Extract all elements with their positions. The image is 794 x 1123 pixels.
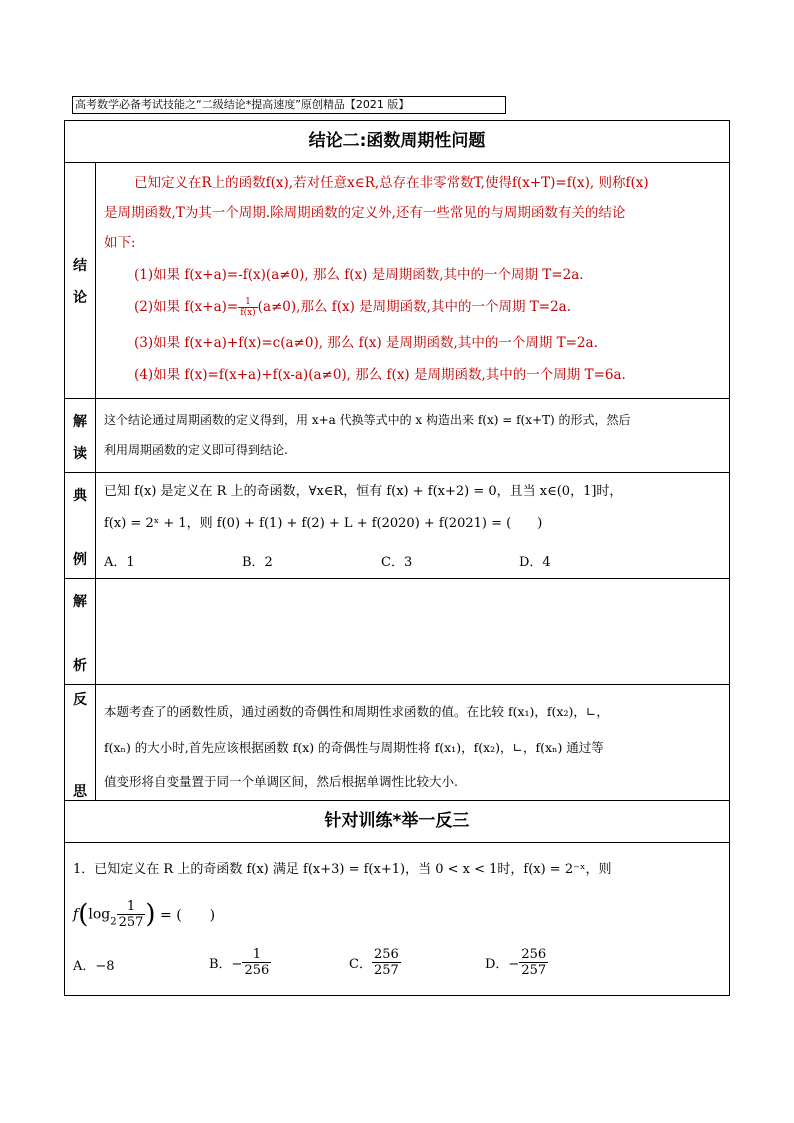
reflection-line-3: 值变形将自变量置于同一个单调区间，然后根据单调性比较大小. xyxy=(104,774,458,789)
option-fraction xyxy=(519,947,548,978)
practice-title-row xyxy=(65,801,729,843)
conclusion-item-3: (3)如果 f(x+a)+f(x)=c(a≠0), 那么 f(x) 是周期函数,其中的一个周期 T=2a. xyxy=(134,335,598,351)
analysis-content xyxy=(96,579,729,684)
expr-log: log xyxy=(88,906,111,923)
label-char: 典 xyxy=(73,488,87,504)
analysis-label xyxy=(65,579,96,684)
conclusion-intro-2: 是周期函数,T为其一个周期.除周期函数的定义外,还有一些常见的与周期函数有关的结论 xyxy=(104,205,626,221)
conclusion-content xyxy=(96,163,729,398)
example-line-1: 已知 f(x) 是定义在 R 上的奇函数，∀x∈R，恒有 f(x) + f(x+2) = 0，且当 x∈(0，1]时， xyxy=(104,484,623,499)
conclusion-label xyxy=(65,163,96,398)
conclusion-item-4: (4)如果 f(x)=f(x+a)+f(x-a)(a≠0), 那么 f(x) 是周期函数,其中的一个周期 T=6a. xyxy=(134,367,626,383)
problem-1-option-a: A．−8 xyxy=(73,959,115,974)
conclusion-item-2 xyxy=(134,296,721,318)
option-prefix: B．− xyxy=(209,957,243,972)
problem-1-expression xyxy=(73,899,215,930)
practice-title: 针对训练*举一反三 xyxy=(324,811,470,831)
label-char: 析 xyxy=(73,658,87,674)
conclusion-intro-1: 已知定义在R上的函数f(x),若对任意x∈R,总存在非零常数T,使得f(x+T)=f(x), 则称f(x) xyxy=(134,175,649,191)
reflection-label xyxy=(65,685,96,800)
label-char: 反 xyxy=(73,692,87,708)
option-prefix: D．− xyxy=(485,957,520,972)
option-fraction xyxy=(242,947,271,978)
item2-suffix: (a≠0),那么 f(x) 是周期函数,其中的一个周期 T=2a. xyxy=(257,299,571,315)
expr-base: 2 xyxy=(110,916,117,928)
problem-1-option-c xyxy=(349,947,401,978)
reflection-row xyxy=(65,685,729,801)
item2-prefix: (2)如果 f(x+a)= xyxy=(134,299,239,315)
problem-1-option-b xyxy=(209,947,271,978)
conclusion-row xyxy=(65,163,729,399)
label-char: 结 xyxy=(73,258,87,274)
label-char: 解 xyxy=(73,594,87,610)
example-row xyxy=(65,473,729,579)
example-option-d: D．4 xyxy=(519,555,551,570)
right-paren: ) xyxy=(145,899,156,930)
fraction-denominator: 257 xyxy=(118,915,144,930)
example-option-b: B．2 xyxy=(242,555,273,570)
interpretation-line-1: 这个结论通过周期函数的定义得到，用 x+a 代换等式中的 x 构造出来 f(x) = f(x+T) 的形式，然后 xyxy=(104,413,631,427)
option-fraction xyxy=(372,947,401,978)
expr-suffix: = ( ) xyxy=(160,907,216,924)
page-header-banner: 高考数学必备考试技能之“二级结论*提高速度”原创精品【2021 版】 xyxy=(72,96,506,114)
example-option-c: C．3 xyxy=(381,555,413,570)
fraction-numerator: 256 xyxy=(373,947,399,962)
label-char: 解 xyxy=(73,414,87,430)
item2-fraction xyxy=(238,297,257,318)
problem-1-stem: 1．已知定义在 R 上的奇函数 f(x) 满足 f(x+3) = f(x+1)，当 0 < x < 1时，f(x) = 2⁻ˣ，则 xyxy=(73,862,612,877)
analysis-row xyxy=(65,579,729,685)
problem-row xyxy=(65,843,729,995)
reflection-line-2: f(xₙ) 的大小时,首先应该根据函数 f(x) 的奇偶性与周期性将 f(x₁)，f(x₂)，∟，f(xₙ) 通过等 xyxy=(104,740,604,755)
interpretation-label xyxy=(65,399,96,472)
fraction-numerator: 1 xyxy=(238,297,257,308)
fraction-denominator: 256 xyxy=(244,963,270,978)
example-content xyxy=(96,473,729,578)
reflection-line-1: 本题考查了的函数性质，通过函数的奇偶性和周期性求函数的值。在比较 f(x₁)，f(x₂)，∟， xyxy=(104,704,609,719)
section-title-row xyxy=(65,121,729,163)
example-option-a: A．1 xyxy=(104,555,135,570)
left-paren: ( xyxy=(78,899,89,930)
expr-f: f xyxy=(73,906,79,923)
label-char: 思 xyxy=(73,784,87,800)
conclusion-intro-3: 如下: xyxy=(104,235,136,251)
interpretation-line-2: 利用周期函数的定义即可得到结论. xyxy=(104,443,288,457)
label-char: 例 xyxy=(73,552,87,568)
problem-1-option-d xyxy=(485,947,548,978)
section-title: 结论二:函数周期性问题 xyxy=(308,131,486,151)
reflection-content xyxy=(96,685,729,800)
fraction-numerator: 1 xyxy=(117,899,146,915)
expr-fraction xyxy=(117,899,146,930)
fraction-denominator: f(x) xyxy=(240,308,256,318)
example-label xyxy=(65,473,96,578)
fraction-numerator: 256 xyxy=(521,947,547,962)
document-table xyxy=(64,120,730,996)
conclusion-item-1: (1)如果 f(x+a)=-f(x)(a≠0), 那么 f(x) 是周期函数,其中的一个周期 T=2a. xyxy=(134,267,584,283)
fraction-denominator: 257 xyxy=(373,963,399,978)
interpretation-content xyxy=(96,399,729,472)
interpretation-row xyxy=(65,399,729,473)
label-char: 论 xyxy=(73,290,87,306)
label-char: 读 xyxy=(73,446,87,462)
option-prefix: C． xyxy=(349,957,372,972)
example-line-2: f(x) = 2ˣ + 1，则 f(0) + f(1) + f(2) + L + f(2020) + f(2021) = ( ) xyxy=(104,516,543,531)
fraction-numerator: 1 xyxy=(242,947,271,963)
fraction-denominator: 257 xyxy=(521,963,547,978)
